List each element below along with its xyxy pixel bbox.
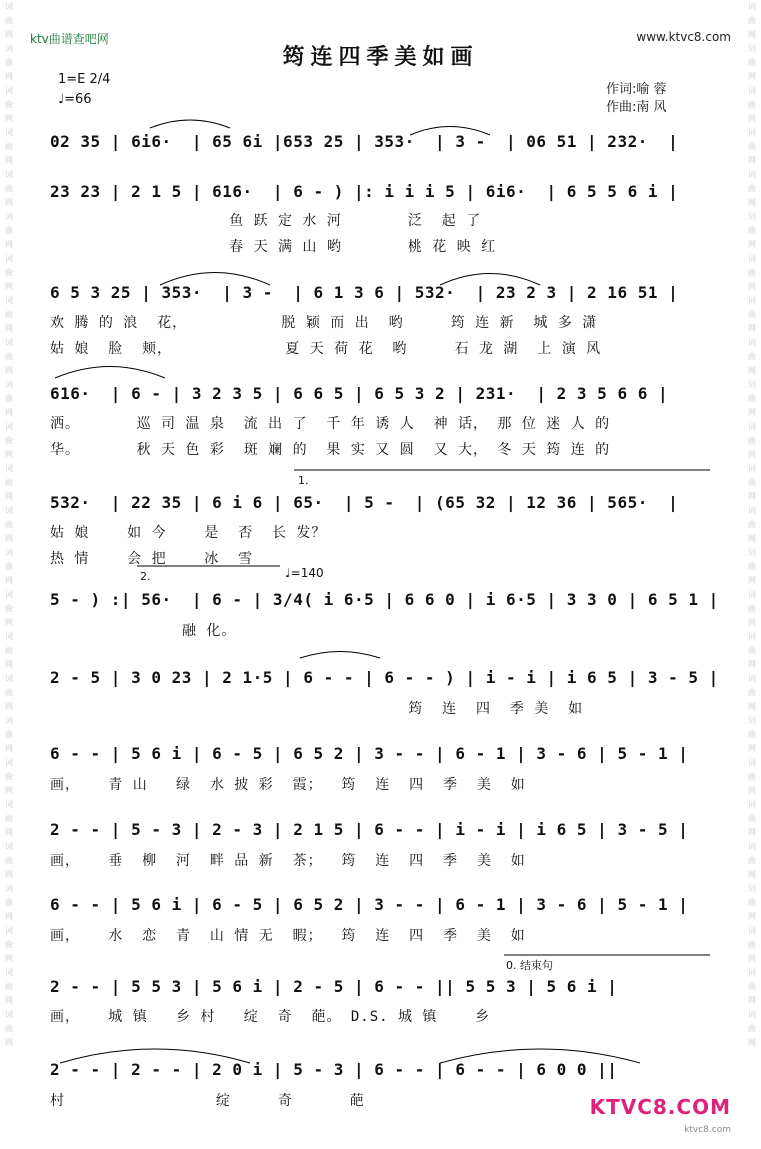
volta-1: 1. [298,474,309,487]
lyric-row-10: 画， 水 恋 青 山 情 无 暇； 筠 连 四 季 美 如 [50,928,526,944]
key-signature: 1=E 2/4 [58,72,111,87]
site-name[interactable]: ktv曲谱查吧网 [30,32,109,46]
ending-label: 0. 结束句 [506,959,553,972]
lyric-row-9: 画， 垂 柳 河 畔 品 新 茶； 筠 连 四 季 美 如 [50,853,526,869]
watermark-left: 词曲网词曲网词曲网词曲网词曲网词曲网词曲网词曲网词曲网词曲网词曲网词曲网词曲网词曲网词曲网词曲网词曲网词曲网词曲网词曲网词曲网词曲网词曲网词曲网词曲网 [5,2,13,1047]
score-row-10: 6 - - | 5 6 i | 6 - 5 | 6 5 2 | 3 - - | 6 - 1 | 3 - 6 | 5 - 1 | [50,895,689,914]
score-row-7: 2 - 5 | 3 0 23 | 2 1·5 | 6 - - | 6 - - ) | i - i | i 6 5 | 3 - 5 | [50,668,719,687]
score-row-1: 02 35 | 6i6· | 65 6i |653 25 | 353· | 3 - | 06 51 | 232· | [50,132,679,151]
ktvc8-logo[interactable]: KTVC8.COM [589,1095,731,1119]
composer: 作曲:南 风 [606,100,667,115]
score-row-9: 2 - - | 5 - 3 | 2 - 3 | 2 1 5 | 6 - - | i - i | i 6 5 | 3 - 5 | [50,820,689,839]
lyric-row-6: 融 化。 [50,623,237,639]
lyric-row-8: 画， 青 山 绿 水 披 彩 霞； 筠 连 四 季 美 如 [50,777,526,793]
tempo-mark: ♩=66 [58,92,92,107]
lyric-row-5a: 姑 娘 如 今 是 否 长 发？ [50,525,327,541]
logo-subtext: ktvc8.com [684,1125,731,1135]
tempo-change: ♩=140 [285,566,324,580]
score-row-12: 2 - - | 2 - - | 2 0 i | 5 - 3 | 6 - - | 6 - - | 6 0 0 || [50,1060,618,1079]
lyricist: 作词:喻 蓉 [606,82,667,97]
lyric-row-5b: 热 情 会 把 冰 雪 [50,551,254,567]
volta-2: 2. [140,570,151,583]
lyric-row-4a: 洒。 巡 司 温 泉 流 出 了 千 年 诱 人 神 话， 那 位 迷 人 的 [50,416,611,432]
lyric-row-4b: 华。 秋 天 色 彩 斑 斓 的 果 实 又 圆 又 大， 冬 天 筠 连 的 [50,442,611,458]
lyric-row-3a: 欢 腾 的 浪 花， 脱 颖 而 出 哟 筠 连 新 城 多 潇 [50,315,598,331]
score-row-2: 23 23 | 2 1 5 | 616· | 6 - ) |: i i i 5 | 6i6· | 6 5 5 6 i | [50,182,679,201]
lyric-row-3b: 姑 娘 脸 颊， 夏 天 荷 花 哟 石 龙 湖 上 演 风 [50,341,602,357]
watermark-right: 词曲网词曲网词曲网词曲网词曲网词曲网词曲网词曲网词曲网词曲网词曲网词曲网词曲网词曲网词曲网词曲网词曲网词曲网词曲网词曲网词曲网词曲网词曲网词曲网词曲网 [748,2,756,1047]
score-row-6: 5 - ) :| 56· | 6 - | 3/4( i 6·5 | 6 6 0 | i 6·5 | 3 3 0 | 6 5 1 | [50,590,719,609]
score-row-8: 6 - - | 5 6 i | 6 - 5 | 6 5 2 | 3 - - | 6 - 1 | 3 - 6 | 5 - 1 | [50,744,689,763]
lyric-row-2b: 春 天 满 山 哟 桃 花 映 红 [50,239,497,255]
score-row-11: 2 - - | 5 5 3 | 5 6 i | 2 - 5 | 6 - - || 5 5 3 | 5 6 i | [50,977,618,996]
site-url[interactable]: www.ktvc8.com [636,30,731,44]
score-row-4: 616· | 6 - | 3 2 3 5 | 6 6 5 | 6 5 3 2 | 231· | 2 3 5 6 6 | [50,384,669,403]
lyric-row-11: 画， 城 镇 乡 村 绽 奇 葩。 D.S. 城 镇 乡 [50,1009,491,1025]
lyric-row-2a: 鱼 跃 定 水 河 泛 起 了 [50,213,482,229]
score-row-3: 6 5 3 25 | 353· | 3 - | 6 1 3 6 | 532· | 23 2 3 | 2 16 51 | [50,283,679,302]
song-title: 筠连四季美如画 [282,44,479,70]
score-row-5: 532· | 22 35 | 6 i 6 | 65· | 5 - | (65 32 | 12 36 | 565· | [50,493,679,512]
lyric-row-12: 村 绽 奇 葩 [50,1093,365,1109]
lyric-row-7: 筠 连 四 季 美 如 [50,701,584,717]
